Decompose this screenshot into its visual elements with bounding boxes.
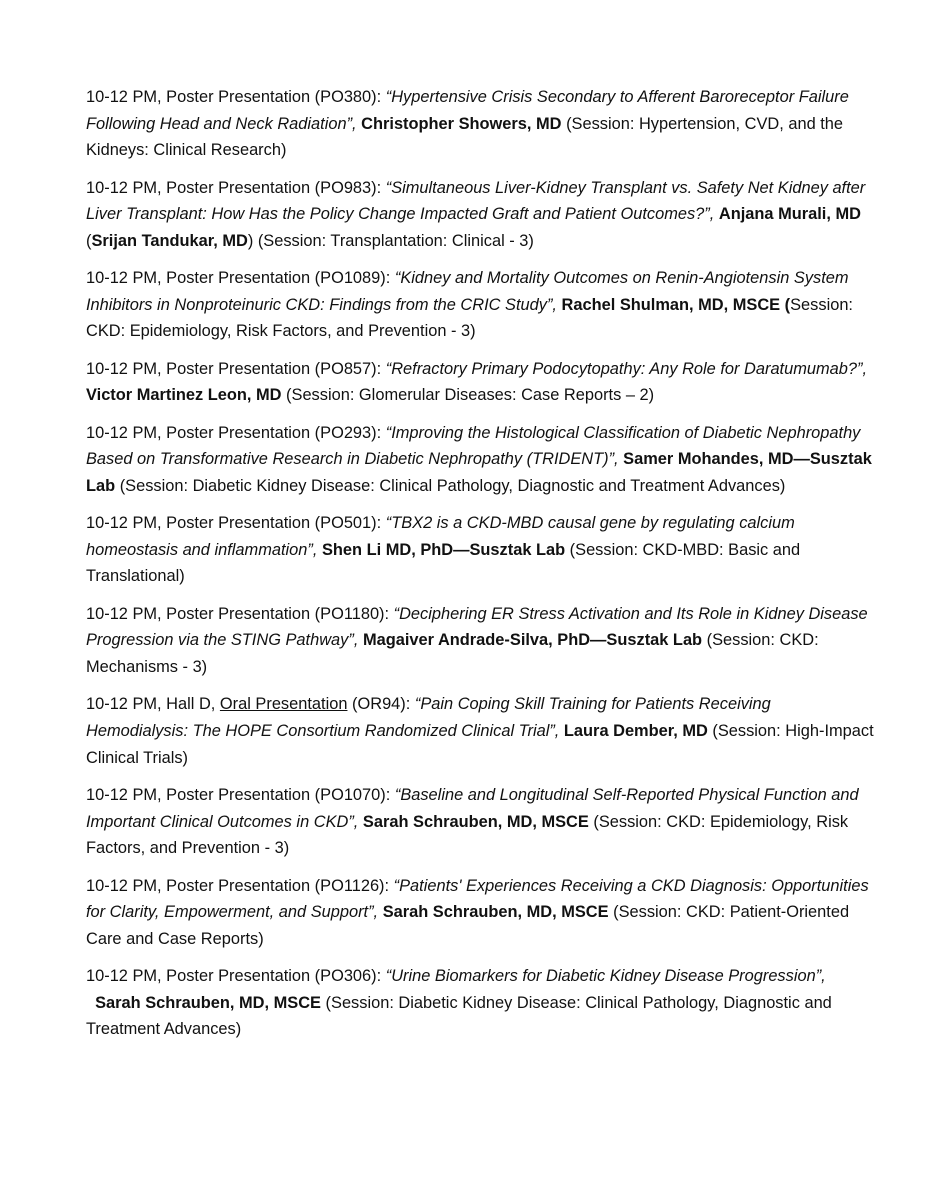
entry-time-type: 10-12 PM, Poster Presentation (PO1070): [86,786,395,805]
presentation-title: “Urine Biomarkers for Diabetic Kidney Disease Progression”, [385,967,826,986]
presentation-title: “Simultaneous Liver-Kidney Transplant vs. Safety Net Kidney after Liver Transplant: How Has the Policy Change Impacted Graft and Patient Outcomes?”, [86,178,866,224]
presenter-name: Sarah Schrauben, MD, MSCE [362,812,589,831]
presenter-name: Magaiver Andrade-Silva, PhD—Susztak Lab [362,631,703,650]
entry-time-type: 10-12 PM, Poster Presentation (PO1089): [86,269,395,288]
presentation-title: “Baseline and Longitudinal Self-Reported Physical Function and Important Clinical Outcomes in CKD”, [86,786,859,831]
presenter-name: Anjana Murali, MD [718,205,861,224]
schedule-entry-po306 [86,963,876,1043]
entry-time-type: 10-12 PM, Poster Presentation (PO983): [86,178,386,197]
session-info: Session: CKD: Epidemiology, Risk Factors, and Prevention - 3) [86,295,853,341]
session-info: (Session: Glomerular Diseases: Case Reports – 2) [281,386,655,405]
session-info: (Session: High-Impact Clinical Trials) [86,722,874,767]
presentation-title: “TBX2 is a CKD-MBD causal gene by regulating calcium homeostasis and inflammation”, [86,514,795,559]
schedule-document [86,84,876,1054]
presenter-name: Sarah Schrauben, MD, MSCE [382,903,609,922]
schedule-entry-po1126 [86,873,876,953]
presentation-title: “Kidney and Mortality Outcomes on Renin-Angiotensin System Inhibitors in Nonproteinuric CKD: Findings from the CRIC Study”, [86,269,849,314]
session-info: (Session: Diabetic Kidney Disease: Clinical Pathology, Diagnostic and Treatment Advances) [86,993,832,1039]
presentation-title: “Patients' Experiences Receiving a CKD Diagnosis: Opportunities for Clarity, Empowerment, and Support”, [86,876,869,922]
schedule-entry-po1089 [86,265,876,345]
schedule-entry-po293 [86,420,876,500]
entry-time-type: 10-12 PM, Poster Presentation (PO857): [86,359,386,378]
session-info: (Session: Diabetic Kidney Disease: Clinical Pathology, Diagnostic and Treatment Advances) [115,476,786,495]
entry-time-type: 10-12 PM, Poster Presentation (PO1126): [86,876,394,895]
entry-time-type: 10-12 PM, Poster Presentation (PO380): [86,88,386,106]
schedule-entry-po983 [86,175,876,255]
presenter-name: Samer Mohandes, MD—Susztak Lab [86,450,872,495]
presentation-title: “Deciphering ER Stress Activation and Its Role in Kidney Disease Progression via the STING Pathway”, [86,604,868,650]
session-info: (Session: CKD: Patient-Oriented Care and Case Reports) [86,903,850,948]
schedule-entry-po501 [86,510,876,590]
presentation-title: “Pain Coping Skill Training for Patients Receiving Hemodialysis: The HOPE Consortium Randomized Clinical Trial”, [86,695,771,741]
session-info: (Session: CKD: Mechanisms - 3) [86,631,819,677]
presentation-title: “Hypertensive Crisis Secondary to Afferent Baroreceptor Failure Following Head and Neck Radiation”, [86,88,849,133]
session-info: (Session: Hypertension, CVD, and the Kidneys: Clinical Research) [86,114,844,160]
presenter-name: Rachel Shulman, MD, MSCE ( [561,295,791,314]
session-info: (Session: CKD-MBD: Basic and Translational) [86,540,801,586]
presenter-name: Victor Martinez Leon, MD [86,386,282,405]
presenter-name: Sarah Schrauben, MD, MSCE [95,993,321,1012]
presenter-name: Shen Li MD, PhD—Susztak Lab [321,540,566,559]
schedule-entry-po380 [86,84,876,164]
entry-time-type: 10-12 PM, Poster Presentation (PO293): [86,423,386,442]
schedule-entry-or94 [86,691,876,771]
entry-time-type: 10-12 PM, Poster Presentation (PO306): [86,967,386,986]
presenter-name: Laura Dember, MD [563,722,708,741]
entry-time-type: 10-12 PM, Poster Presentation (PO1180): [86,604,394,623]
co-presenter-name: Srijan Tandukar, MD [91,231,248,250]
schedule-entry-po857 [86,356,876,409]
entry-time-location: 10-12 PM, Hall D, [86,695,220,714]
oral-presentation-link[interactable]: Oral Presentation [219,695,348,714]
separator [86,994,95,1012]
presenter-name: Christopher Showers, MD [361,114,562,133]
schedule-entry-po1070 [86,782,876,862]
session-info: (Session: CKD: Epidemiology, Risk Factors, and Prevention - 3) [86,812,849,858]
entry-time-type: 10-12 PM, Poster Presentation (PO501): [86,514,386,533]
session-info: ) (Session: Transplantation: Clinical - 3) [247,231,534,250]
presentation-title: “Improving the Histological Classification of Diabetic Nephropathy Based on Transformative Research in Diabetic Nephropathy (TRIDENT)”, [86,423,861,469]
entry-code: (OR94): [347,695,415,714]
paren-open: ( [86,231,92,250]
schedule-entry-po1180 [86,601,876,681]
presentation-title: “Refractory Primary Podocytopathy: Any Role for Daratumumab?”, [385,359,868,378]
